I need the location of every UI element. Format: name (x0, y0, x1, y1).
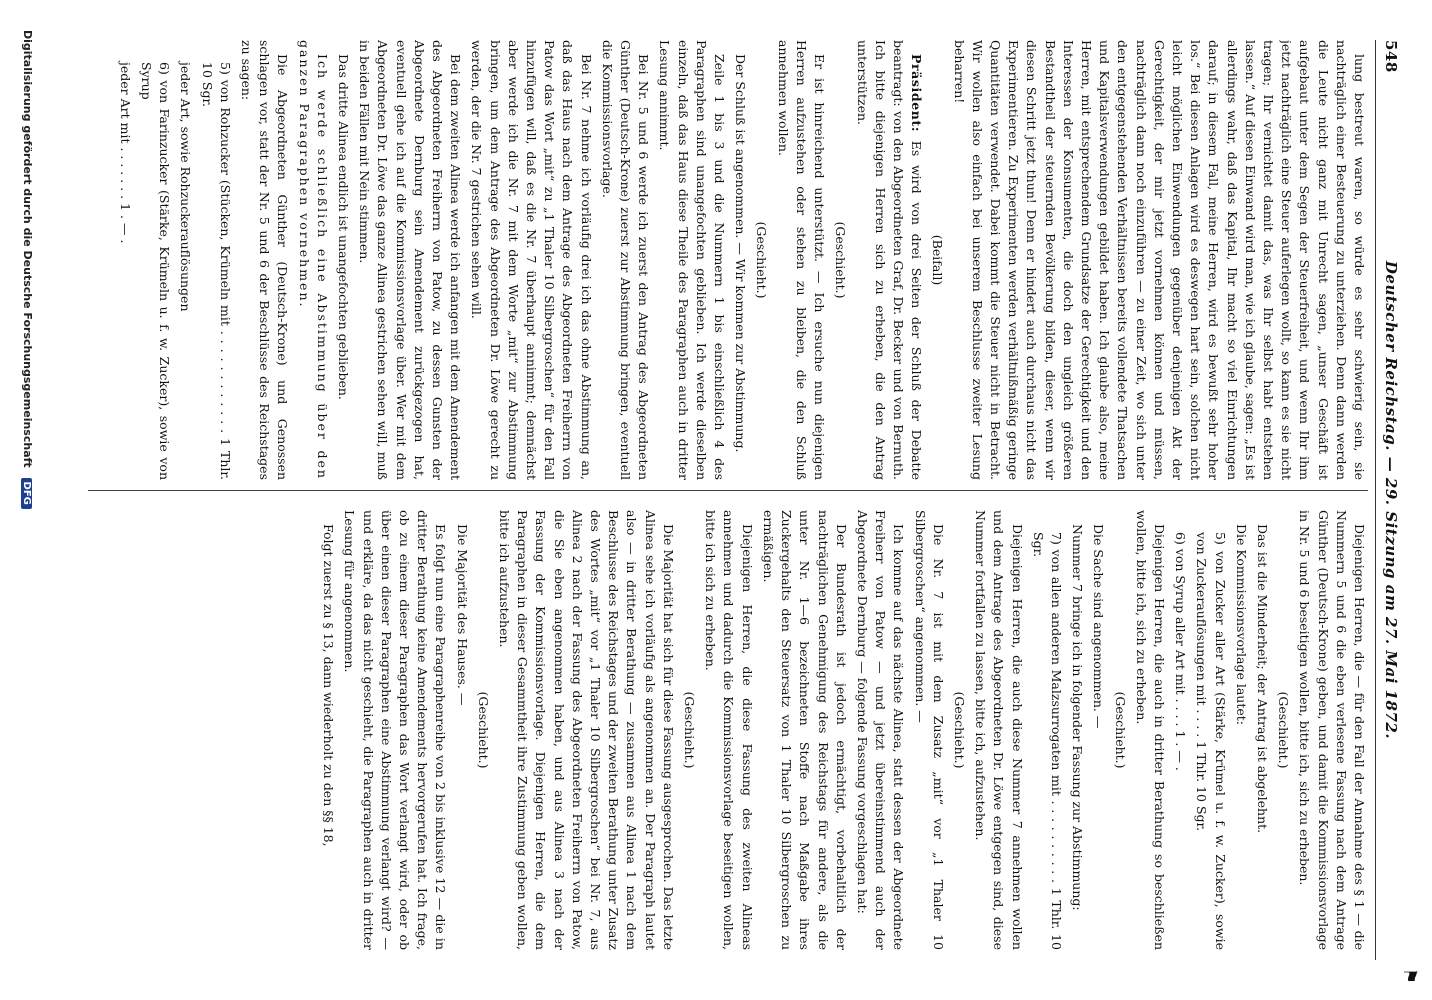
paragraph: Diejenigen Herren, die auch diese Nummer 7 annehmen wollen und dem Antrage des Abgeordneten Dr. Löwe entgegen sind, diese Nummer fortfallen zu lassen, bitte ich, aufzustehen. (973, 510, 1025, 950)
list-item: jeder Art mit . . . . . . . 1 . — . (117, 62, 133, 244)
list-item: 5) von Zucker aller Art (Stärke, Krümel u. f. w. Zucker), sowie von Zuckerauflösungen mit . . . . 1 Thlr. 10 Sgr. (1194, 532, 1228, 950)
interjection: (Geschieht.) (754, 221, 770, 299)
list-item: 5) von Rohzucker (Stücken, Krümeln mit . . . . . . . . . . . . 1 Thlr. 10 Sgr. (199, 62, 233, 480)
paragraph: Die Majorität hat sich für diese Fassung ausgesprochen. Das letzte Alinea sehe ich vorläufig als angenommen an. Der Paragraph lautet also — in dritter Berathung — zusammen aus Alinea 1 nach dem Beschlusse des Reichstages und der zweiten Berathung unter Zusatz des Wortes „mit“ vor „1 Thaler 10 Silbergroschen“ bei Nr. 7, aus Alinea 2 nach der Fassung des Abgeordneten Freiherrn von Patow, die Sie eben angenommen haben, und aus Alinea 3 nach der Fassung der Kommissionsvorlage. Diejenigen Herren, die dem Paragraphen in dieser Gesammtheit ihre Zustimmung geben wollen, bitte ich aufzustehen. (497, 510, 676, 950)
paragraph: Der Bundesrath ist jedoch ermächtigt, vorbehaltlich der nachträglichen Genehmigung des Reichstags für andere, als die unter Nr. 1—6 bezeichneten Stoffe nach Maßgabe ihres Zuckergehalts den Steuersatz von 1 Thaler 10 Silbergroschen zu ermäßigen. (760, 510, 849, 950)
paragraph: Ich komme auf das nächste Alinea, statt dessen der Abgeordnete Freiherr von Patow — und jetzt übereinstimmend auch der Abgeordnete Dernburg — folgende Fassung vorgeschlagen hat: (854, 510, 907, 950)
paragraph: Er ist hinreichend unterstützt. — Ich ersuche nun diejenigen Herren aufzustehen oder stehen zu bleiben, die den Schluß annehmen wollen. (775, 40, 828, 480)
paragraph: Das dritte Alinea endlich ist unangefochten geblieben. (336, 54, 352, 400)
paragraph: Bei dem zweiten Alinea werde ich anfangen mit dem Amendement des Abgeordneten Freiherrn von Patow, zu dessen Gunsten der Abgeordnete Dernburg sein Amendement zurückgezogen hat, eventuell gehe ich auf die Kommissionsvorlage über. Wer mit dem Abgeordneten Dr. Löwe das ganze Alinea gestrichen sehen will, muß in beiden Fällen mit Nein stimmen. (357, 40, 464, 480)
dfg-logo: DFG (21, 478, 32, 509)
list-item: 7) von allen anderen Malzsurrogaten mit . . . . . . . . . . 1 Thlr. 10 Sgr. (1030, 532, 1064, 950)
interjection: (Beifall) (930, 234, 946, 286)
paragraph: Es folgt nun eine Paragraphenreihe von 2 bis inklusive 12 — die in dritter Berathung keine Amendements hervorgerufen hat. Ich frage, ob zu einem dieser Paragraphen das Wort verlangt wird, oder ob über einen dieser Paragraphen eine Abstimmung verlangt wird? — und erkläre, da das nicht geschieht, die Paragraphen auch in dritter Lesung für angenommen. (342, 510, 449, 950)
page-header (1375, 40, 1404, 960)
page-number: 548 (1382, 40, 1400, 73)
paragraph: Die Nr. 7 ist mit dem Zusatz „mit“ vor „1 Thaler 10 Silbergroschen“ angenommen. — (912, 510, 946, 950)
paragraph: Das ist die Minderheit; der Antrag ist abgelehnt. (1254, 524, 1270, 834)
interjection: (Geschieht.) (1276, 691, 1292, 769)
paragraph: Ich werde schließlich eine Abstimmung über den ganzen Paragraphen vornehmen. (296, 40, 330, 480)
paragraph: Die Kommissionsvorlage lautet: (1233, 524, 1249, 725)
paragraph: Folgt zuerst zu § 13, dann wiederholt zu den §§ 18, (321, 524, 337, 847)
paragraph: Der Schluß ist angenommen. — Wir kommen zur Abstimmung. (733, 54, 749, 453)
paragraph: Die Abgeordneten Günther (Deutsch-Krone) und Genossen schlagen vor, statt der Nr. 5 und 6 der Beschlüsse des Reichstages zu sagen: (239, 40, 291, 480)
page-title: Deutscher Reichstag. — 29. Sitzung am 27. Mai 1872. (1382, 260, 1400, 740)
interjection: (Geschieht.) (951, 691, 967, 769)
list-item: jeder Art, sowie Rohzuckerauflösungen (178, 62, 194, 312)
left-column (88, 40, 1368, 480)
corner-mark-icon: ⚑ (1399, 967, 1420, 985)
credit-text: Digitalisierung gefördert durch die Deutsche Forschungsgemeinschaft (21, 30, 34, 468)
paragraph: Die Sache sind angenommen. — (1091, 524, 1107, 729)
list-item: 6) von Syrup aller Art mit . . . . 1 . — . (1173, 532, 1189, 771)
column-divider (88, 490, 1368, 491)
paragraph (852, 40, 925, 480)
interjection: (Geschieht.) (1112, 691, 1128, 769)
paragraph: Diejenigen Herren, die — für den Fall der Annahme des § 1 — die Nummern 5 und 6 die eben verlesene Fassung nach dem Antrage Günther (Deutsch-Krone) geben, und damit die Kommissionsvorlage in Nr. 5 und 6 beseitigen wollen, bitte ich, sich zu erheben. (1297, 510, 1367, 950)
paragraph: Bei Nr. 5 und 6 werde ich zuerst den Antrag des Abgeordneten Günther (Deutsch-Krone) zuerst zur Abstimmung bringen, eventuell die Kommissionsvorlage. (599, 40, 652, 480)
paragraph: Diejenigen Herren, die auch in dritter Berathung so beschließen wollen, bitte ich, sich zu erheben. (1133, 510, 1167, 950)
paragraph: lung bestreut waren, so würde es sehr schwierig sein, sie nachträglich einer Besteuerung zu unterziehen. Denn dann werden die Leute nicht ganz mit Unrecht sagen, „unser Geschäft ist aufgebaut unter dem Segen der Steuerfreiheit, und wenn Ihr ihm jetzt nachträglich eine Steuer auferlegen wollt, so kann es sie nicht tragen; Ihr vernichtet damit das, was Ihr selbst habt entstehen lassen.“ Auf diesen Einwand wird man, wie ich glaube, sagen: „Es ist allerdings wahr, daß das Kapital, Ihr macht so viel Einrichtungen darauf; in diesem Fall, meine Herren, wird es bewußt sehr hoher los.“ Bei diesen Anlagen wird es deswegen hart sein, solchen nicht leicht möglichen Einwendungen gegenüber denjenigen Akt der Gerechtigkeit, der mir jetzt vornehmen können und müssen, nachträglich dann noch einzuführen — zu einer Zeit, wo sich unter den entgegenstehenden Verhältnissen bereits vollendete Thatsachen und Kapitalsverwendungen gebildet haben. Ich glaube also, meine Herren, mit entsprechendem Grundsatze der Gerechtigkeit und den Interessen der Konsumenten, die doch den ungleich größeren Bestandtheil der steuernden Bevölkerung bilden, dieser, wenn wir diesen Schritt jetzt thun! Denn er hindert auch durchaus nicht das Experimentieren. Zu Experimenten werden verhältnißmäßig geringe Quantitäten verwendet. Dabei kommt die Steuer nicht in Betracht. Wir wollen also einfach bei unserem Beschlusse zweiter Lesung beharren! (951, 40, 1367, 480)
paragraph: Die Majorität des Hauses. — (454, 524, 470, 706)
right-column (88, 510, 1368, 950)
speaker-label: Präsident: (909, 54, 925, 133)
paragraph: Diejenigen Herren, die diese Fassung des zweiten Alineas annehmen und dadurch die Kommissionsvorlage beseitigen wollen, bitte ich sich zu erheben. (703, 510, 755, 950)
paragraph: Bei Nr. 7 nehme ich vorläufig drei ich das ohne Abstimmung an, daß das Haus nach dem Antrage des Abgeordneten Freiherrn von Patow das Wort „mit“ zu „1 Thaler 10 Silbergroschen“ für den Fall hinzufügen will, daß es die Nr. 7 überhaupt annimmt; demnächst aber werde ich die Nr. 7 mit dem Worte „mit“ zur Abstimmung bringen, um dem Antrage des Abgeordneten Dr. Löwe gerecht zu werden, der die Nr. 7 gestrichen sehen will. (469, 40, 594, 480)
interjection: (Geschieht.) (682, 691, 698, 769)
interjection: (Geschieht.) (833, 221, 849, 299)
interjection: (Geschieht.) (475, 691, 491, 769)
paragraph: Nummer 7 bringe ich in folgender Fassung zur Abstimmung: (1070, 524, 1086, 911)
paragraph: Zeile 1 bis 3 und die Nummern 1 bis einschließlich 4 des Paragraphen sind unangefochten geblieben. Ich werde dieselben einzeln, daß das Haus diese Theile des Paragraphen auch in dritter Lesung annimmt. (657, 40, 728, 480)
list-item: 6) von Farinzucker (Stärke, Krümeln u. f. w. Zucker), sowie von Syrup (139, 62, 173, 480)
digitization-credit (21, 30, 34, 970)
speech-text: Es wird von drei Seiten der Schluß der Debatte beantragt: von den Abgeordneten Graf, Dr. Becker und von Bernuth. Ich bitte diejenigen Herren sich zu erheben, die den Antrag unterstützen. (854, 40, 925, 480)
